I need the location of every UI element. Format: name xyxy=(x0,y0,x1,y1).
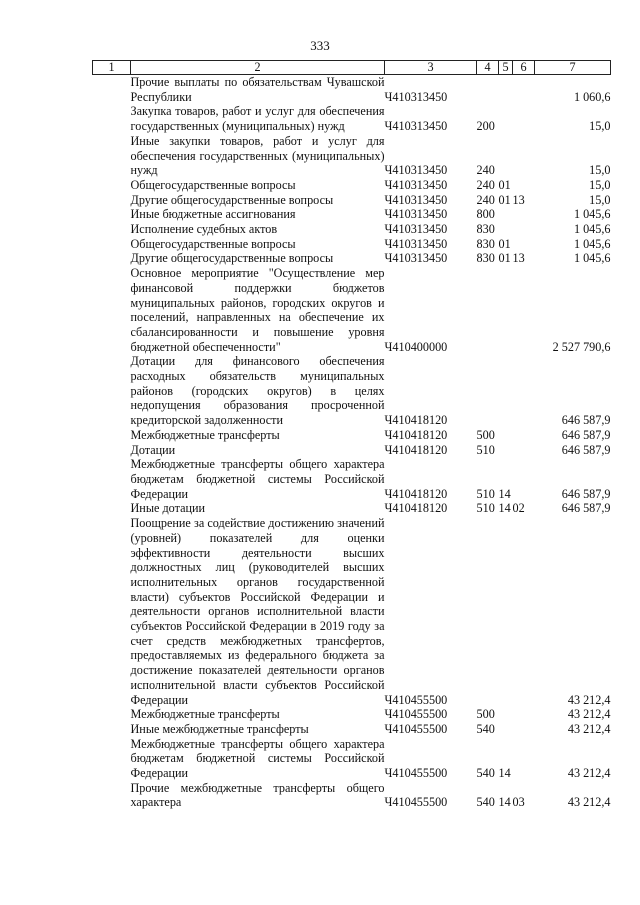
row-code-cell: Ч410418120 xyxy=(384,427,448,442)
row-name-cell: Прочие выплаты по обязательствам Чувашской Республики xyxy=(130,75,385,104)
row-sum-cell: 15,0 xyxy=(589,192,611,207)
table-row xyxy=(93,428,611,443)
row-subsection-cell xyxy=(513,237,535,252)
header-cell-7: 7 xyxy=(535,61,611,75)
row-number-cell xyxy=(93,428,131,443)
row-expense-type-cell: 830 xyxy=(476,236,495,251)
row-subsection-cell xyxy=(513,104,535,133)
row-section-cell xyxy=(499,707,513,722)
row-number-cell xyxy=(93,237,131,252)
row-name-cell: Общегосударственные вопросы xyxy=(130,177,296,192)
row-sum-cell: 2 527 790,6 xyxy=(552,339,611,354)
row-expense-type-cell xyxy=(477,75,499,105)
row-name-cell: Иные дотации xyxy=(130,501,206,516)
row-section-cell xyxy=(499,428,513,443)
row-number-cell xyxy=(93,134,131,178)
row-sum-cell: 15,0 xyxy=(589,119,611,134)
row-expense-type-cell: 510 xyxy=(476,486,495,501)
table-row xyxy=(93,207,611,222)
table-row xyxy=(93,251,611,266)
table-row xyxy=(93,707,611,722)
row-sum-cell: 43 212,4 xyxy=(567,721,611,736)
row-expense-type-cell: 240 xyxy=(476,163,495,178)
row-number-cell xyxy=(93,104,131,133)
row-section-cell xyxy=(499,516,513,707)
row-number-cell xyxy=(93,354,131,428)
row-section-cell: 14 xyxy=(498,766,511,781)
row-expense-type-cell: 240 xyxy=(476,192,495,207)
header-cell-1: 1 xyxy=(93,61,131,75)
row-number-cell xyxy=(93,707,131,722)
row-number-cell xyxy=(93,251,131,266)
row-subsection-cell: 13 xyxy=(512,251,525,266)
row-expense-type-cell: 540 xyxy=(476,795,495,810)
row-number-cell xyxy=(93,266,131,354)
table-row xyxy=(93,737,611,781)
row-number-cell xyxy=(93,443,131,458)
row-name-cell: Межбюджетные трансферты xyxy=(130,427,280,442)
row-subsection-cell: 02 xyxy=(512,501,525,516)
row-name-cell: Исполнение судебных актов xyxy=(130,222,278,237)
row-name-cell: Основное мероприятие "Осуществление мер финансовой поддержки бюджетов муниципальных районов, городских округов и поселений, направленных на обеспечение их сбалансированности и повышение уровня бюджетной обеспеченности" xyxy=(130,266,385,354)
row-sum-cell: 1 045,6 xyxy=(573,251,611,266)
row-code-cell: Ч410313450 xyxy=(384,119,448,134)
row-code-cell: Ч410313450 xyxy=(384,89,448,104)
row-section-cell: 14 xyxy=(498,795,511,810)
header-cell-5: 5 xyxy=(499,61,513,75)
row-name-cell: Иные межбюджетные трансферты xyxy=(130,721,309,736)
table-row xyxy=(93,501,611,516)
row-sum-cell: 646 587,9 xyxy=(561,413,611,428)
row-section-cell xyxy=(499,134,513,178)
row-sum-cell: 646 587,9 xyxy=(561,442,611,457)
row-sum-cell: 1 060,6 xyxy=(573,89,611,104)
row-subsection-cell xyxy=(513,516,535,707)
row-code-cell: Ч410313450 xyxy=(384,177,448,192)
row-section-cell: 01 xyxy=(498,177,511,192)
row-expense-type-cell xyxy=(477,266,499,354)
row-sum-cell: 1 045,6 xyxy=(573,207,611,222)
row-sum-cell: 15,0 xyxy=(589,163,611,178)
table-row xyxy=(93,443,611,458)
row-sum-cell: 646 587,9 xyxy=(561,501,611,516)
row-number-cell xyxy=(93,501,131,516)
row-code-cell: Ч410313450 xyxy=(384,222,448,237)
row-name-cell: Поощрение за содействие достижению значений (уровней) показателей для оценки эффективности деятельности высших должностных лиц (руководителей высших исполнительных органов государственной власти) субъектов Российской Федерации и деятельности органов исполнительной власти субъектов Российской Федерации в 2019 году за счет средств межбюджетных трансфертов, предоставляемых из федерального бюджета за достижение показателей деятельности органов исполнительной власти субъектов Российской Федерации xyxy=(130,516,385,707)
row-section-cell xyxy=(499,75,513,105)
page-number: 333 xyxy=(310,38,330,53)
row-sum-cell: 15,0 xyxy=(589,177,611,192)
row-name-cell: Дотации xyxy=(130,442,176,457)
row-number-cell xyxy=(93,222,131,237)
row-sum-cell: 646 587,9 xyxy=(561,427,611,442)
row-sum-cell: 43 212,4 xyxy=(567,707,611,722)
table-row xyxy=(93,266,611,354)
table-row xyxy=(93,354,611,428)
row-number-cell xyxy=(93,737,131,781)
header-row xyxy=(93,61,611,75)
header-cell-3: 3 xyxy=(385,61,477,75)
row-expense-type-cell: 510 xyxy=(476,442,495,457)
row-expense-type-cell: 800 xyxy=(476,207,495,222)
table-row xyxy=(93,104,611,133)
budget-table xyxy=(92,60,611,810)
table-row xyxy=(93,75,611,105)
row-section-cell xyxy=(499,207,513,222)
row-sum-cell: 1 045,6 xyxy=(573,222,611,237)
row-name-cell: Межбюджетные трансферты xyxy=(130,707,280,722)
row-section-cell xyxy=(499,222,513,237)
row-number-cell xyxy=(93,722,131,737)
row-sum-cell: 646 587,9 xyxy=(561,486,611,501)
table-row xyxy=(93,516,611,707)
row-subsection-cell xyxy=(513,737,535,781)
table-row xyxy=(93,193,611,208)
row-section-cell xyxy=(499,104,513,133)
row-subsection-cell xyxy=(513,75,535,105)
table-row xyxy=(93,237,611,252)
row-code-cell: Ч410418120 xyxy=(384,442,448,457)
row-expense-type-cell: 540 xyxy=(476,721,495,736)
row-section-cell: 01 xyxy=(498,251,511,266)
row-name-cell: Дотации для финансового обеспечения расходных обязательств муниципальных районов (городских округов) в целях недопущения образования просроченной кредиторской задолженности xyxy=(130,354,385,428)
row-expense-type-cell xyxy=(477,354,499,428)
row-name-cell: Межбюджетные трансферты общего характера бюджетам бюджетной системы Российской Федерации xyxy=(130,736,385,781)
row-code-cell: Ч410418120 xyxy=(384,413,448,428)
row-name-cell: Другие общегосударственные вопросы xyxy=(130,192,334,207)
row-code-cell: Ч410455500 xyxy=(384,692,448,707)
row-expense-type-cell: 830 xyxy=(476,222,495,237)
row-code-cell: Ч410455500 xyxy=(384,721,448,736)
row-expense-type-cell xyxy=(477,516,499,707)
row-subsection-cell xyxy=(513,443,535,458)
row-section-cell: 01 xyxy=(498,236,511,251)
row-subsection-cell xyxy=(513,222,535,237)
row-expense-type-cell: 200 xyxy=(476,119,495,134)
row-number-cell xyxy=(93,207,131,222)
row-expense-type-cell: 240 xyxy=(476,177,495,192)
row-section-cell xyxy=(499,443,513,458)
row-subsection-cell xyxy=(513,207,535,222)
row-code-cell: Ч410313450 xyxy=(384,251,448,266)
table-row xyxy=(93,222,611,237)
row-sum-cell: 43 212,4 xyxy=(567,692,611,707)
row-number-cell xyxy=(93,781,131,810)
row-name-cell: Прочие межбюджетные трансферты общего характера xyxy=(130,780,385,810)
table-row xyxy=(93,134,611,178)
row-subsection-cell xyxy=(513,134,535,178)
row-number-cell xyxy=(93,75,131,105)
row-name-cell: Межбюджетные трансферты общего характера бюджетам бюджетной системы Российской Федерации xyxy=(130,457,385,501)
row-name-cell: Закупка товаров, работ и услуг для обеспечения государственных (муниципальных) нужд xyxy=(130,104,385,134)
table-row xyxy=(93,722,611,737)
row-code-cell: Ч410400000 xyxy=(384,339,448,354)
row-code-cell: Ч410455500 xyxy=(384,795,448,810)
row-name-cell: Другие общегосударственные вопросы xyxy=(130,251,334,266)
row-number-cell xyxy=(93,193,131,208)
table-row xyxy=(93,781,611,810)
row-number-cell xyxy=(93,516,131,707)
row-code-cell: Ч410313450 xyxy=(384,192,448,207)
row-subsection-cell xyxy=(513,457,535,501)
row-sum-cell: 1 045,6 xyxy=(573,236,611,251)
row-number-cell xyxy=(93,178,131,193)
header-cell-6: 6 xyxy=(513,61,535,75)
row-expense-type-cell: 500 xyxy=(476,427,495,442)
row-expense-type-cell: 510 xyxy=(476,501,495,516)
table-row xyxy=(93,178,611,193)
table-row xyxy=(93,457,611,501)
row-code-cell: Ч410418120 xyxy=(384,486,448,501)
row-code-cell: Ч410455500 xyxy=(384,707,448,722)
row-expense-type-cell: 500 xyxy=(476,707,495,722)
header-cell-2: 2 xyxy=(131,61,385,75)
row-section-cell: 14 xyxy=(498,486,511,501)
row-code-cell: Ч410313450 xyxy=(384,163,448,178)
row-subsection-cell xyxy=(513,354,535,428)
row-section-cell xyxy=(499,266,513,354)
header-cell-4: 4 xyxy=(477,61,499,75)
row-code-cell: Ч410313450 xyxy=(384,236,448,251)
row-expense-type-cell: 540 xyxy=(476,766,495,781)
row-code-cell: Ч410418120 xyxy=(384,501,448,516)
row-subsection-cell: 03 xyxy=(512,795,525,810)
table-body xyxy=(93,75,611,811)
row-section-cell xyxy=(499,354,513,428)
row-subsection-cell xyxy=(513,428,535,443)
row-section-cell: 14 xyxy=(498,501,511,516)
row-subsection-cell xyxy=(513,707,535,722)
row-name-cell: Иные закупки товаров, работ и услуг для обеспечения государственных (муниципальных) нужд xyxy=(130,133,385,178)
row-section-cell xyxy=(499,722,513,737)
row-subsection-cell xyxy=(513,722,535,737)
row-sum-cell: 43 212,4 xyxy=(567,766,611,781)
row-section-cell: 01 xyxy=(498,192,511,207)
row-code-cell: Ч410313450 xyxy=(384,207,448,222)
row-code-cell: Ч410455500 xyxy=(384,766,448,781)
row-name-cell: Общегосударственные вопросы xyxy=(130,236,296,251)
row-name-cell: Иные бюджетные ассигнования xyxy=(130,207,296,222)
row-sum-cell: 43 212,4 xyxy=(567,795,611,810)
row-expense-type-cell: 830 xyxy=(476,251,495,266)
row-number-cell xyxy=(93,457,131,501)
row-subsection-cell: 13 xyxy=(512,192,525,207)
row-subsection-cell xyxy=(513,266,535,354)
row-subsection-cell xyxy=(513,178,535,193)
